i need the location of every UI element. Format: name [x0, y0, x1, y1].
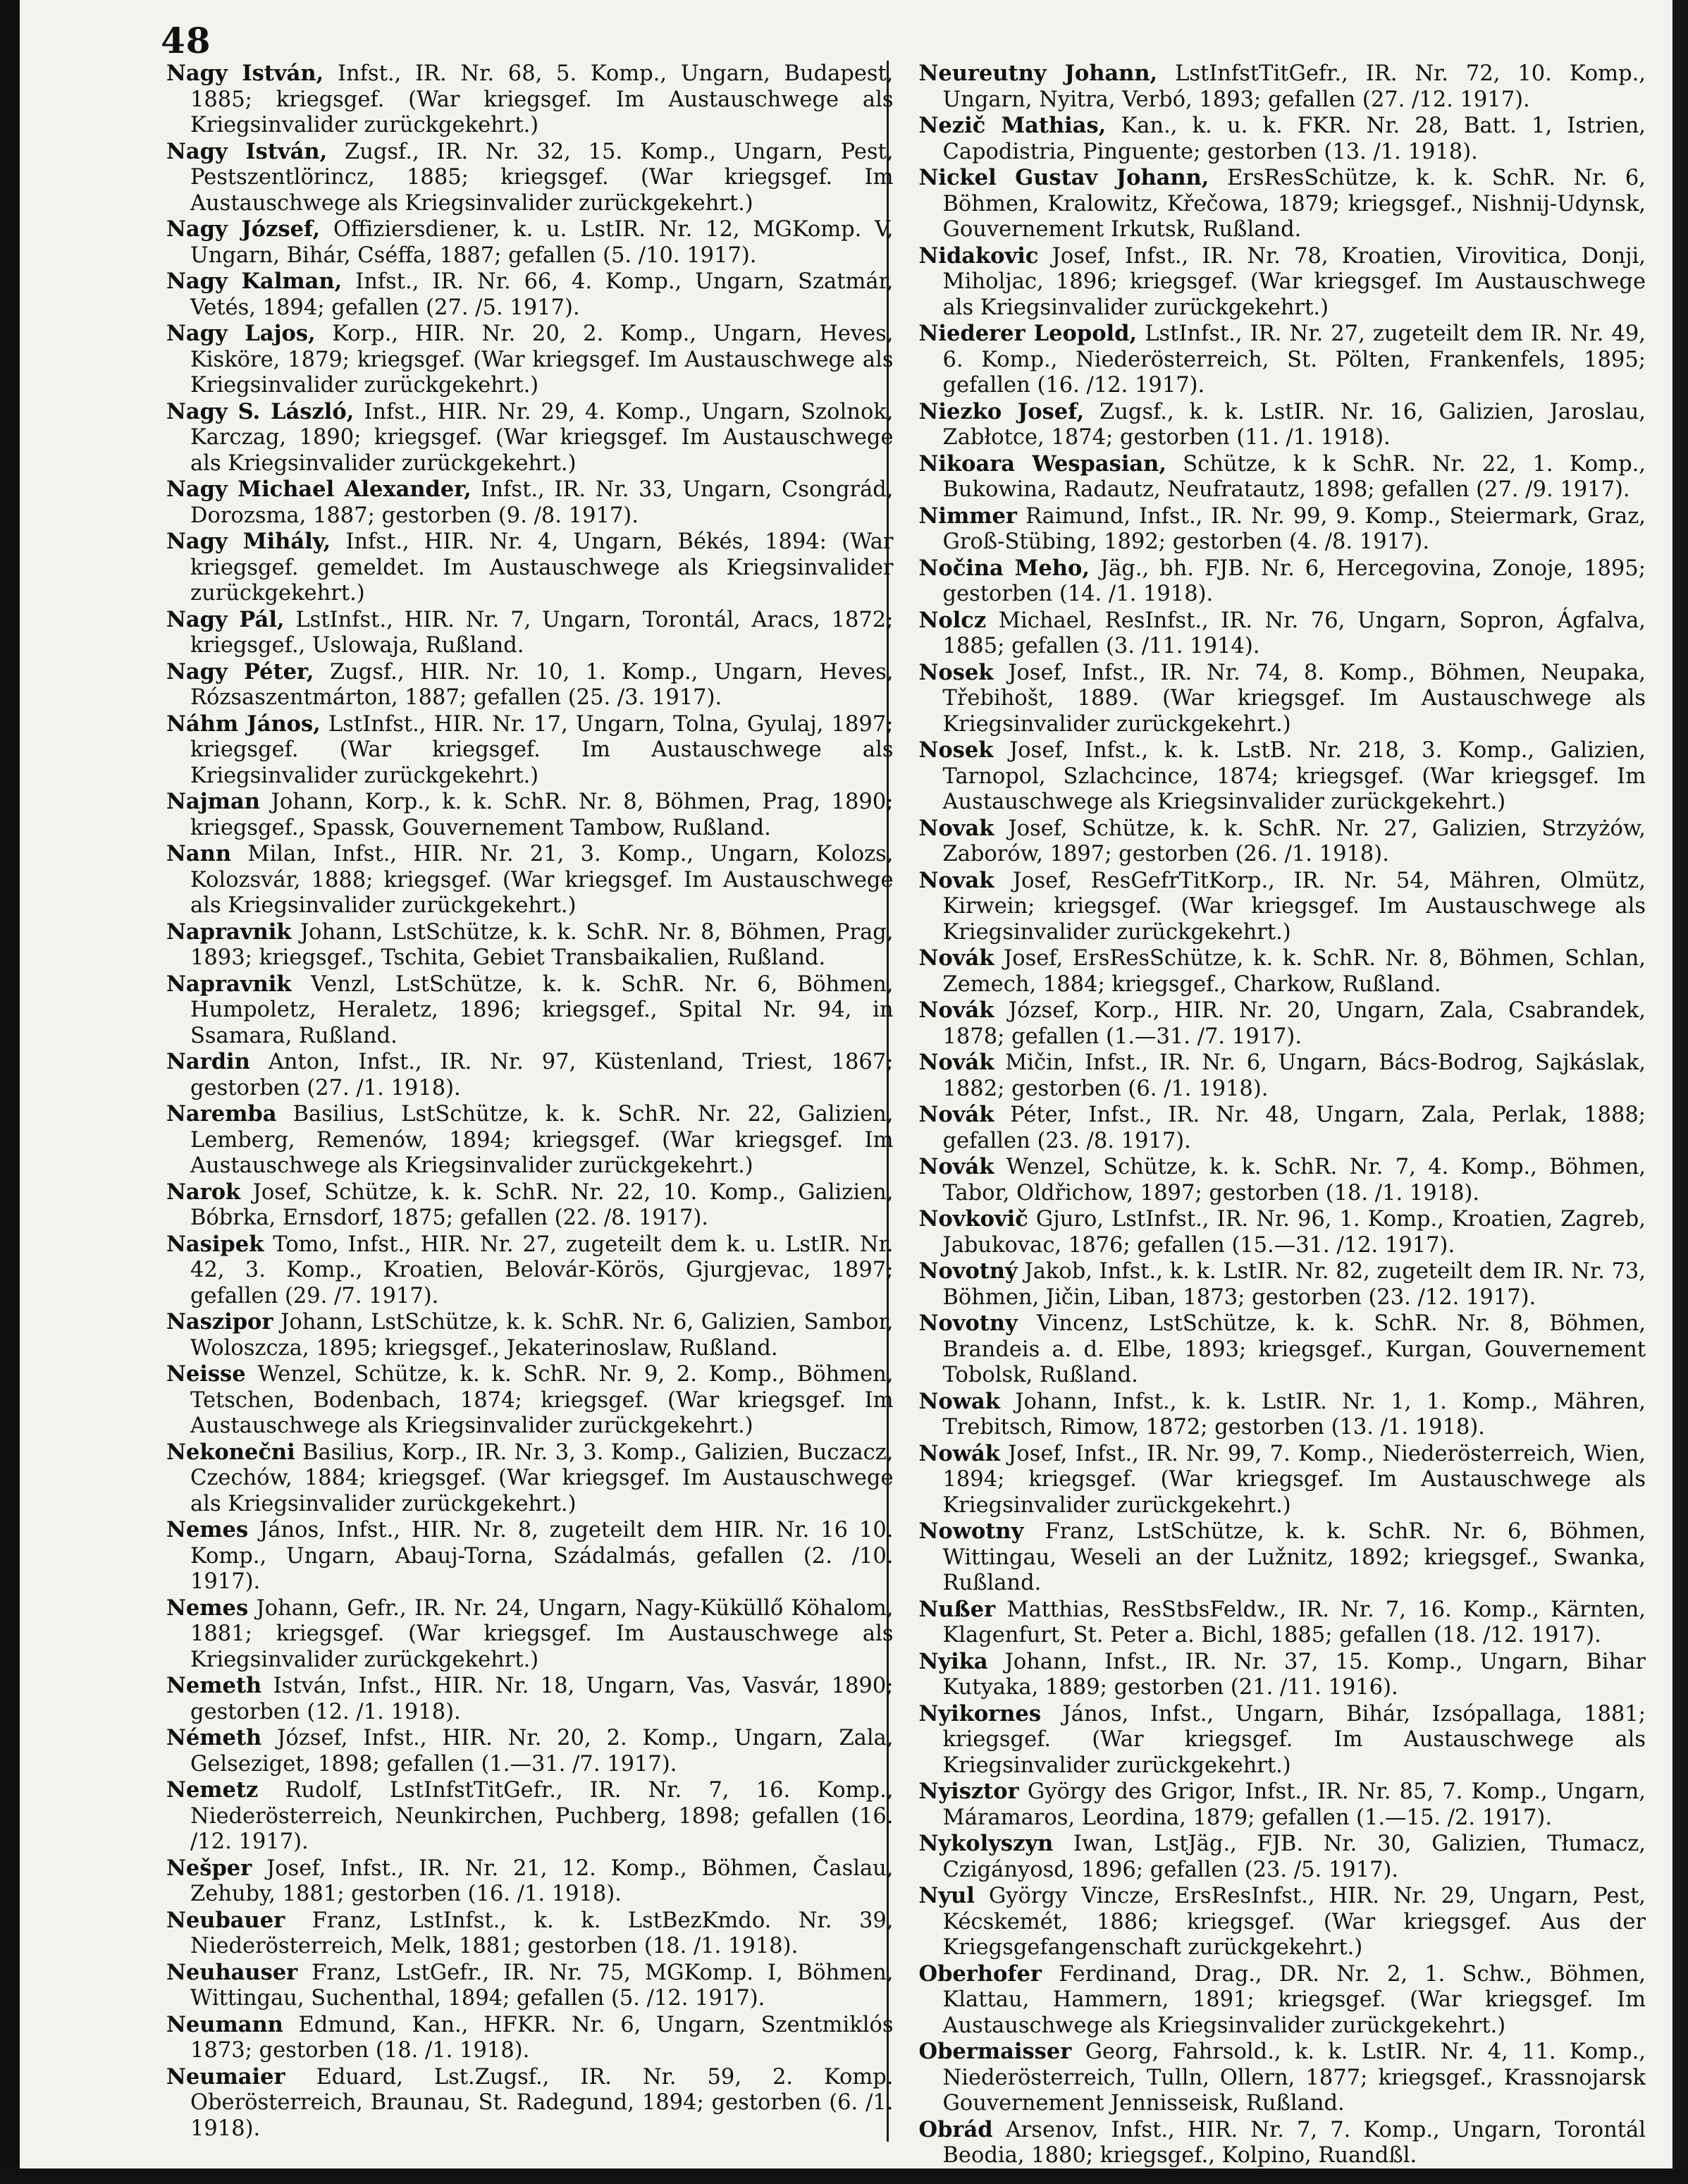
entry-details: LstInfst., HIR. Nr. 7, Ungarn, Torontál, Aracs, 1872; kriegsgef., Uslowaja, Rußland. [190, 607, 894, 658]
entry-details: LstInfst., HIR. Nr. 17, Ungarn, Tolna, Gyulaj, 1897; kriegsgef. (War kriegsgef. Im Austauschwege als Kriegsinvalider zurückgekehrt.) [190, 711, 894, 788]
entry-details: Franz, LstInfst., k. k. LstBezKmdo. Nr. 39, Niederösterreich, Melk, 1881; gestorben (18. /1. 1918). [190, 1908, 894, 1958]
entry-details: Wenzel, Schütze, k. k. SchR. Nr. 9, 2. Komp., Böhmen, Tetschen, Bodenbach, 1874; kriegsgef. (War kriegsgef. Im Austauschwege als Kriegsinvalider zurückgekehrt.) [190, 1362, 894, 1438]
entry-details: Basilius, LstSchütze, k. k. SchR. Nr. 22, Galizien, Lemberg, Remenów, 1894; kriegsgef. (War kriegsgef. Im Austauschwege als Kriegsinvalider zurückgekehrt.) [190, 1102, 894, 1178]
page-number: 48 [161, 20, 211, 61]
entry-details: Josef, ResGefrTitKorp., IR. Nr. 54, Mähren, Olmütz, Kirwein; kriegsgef. (War kriegsgef. Im Austauschwege als Kriegsinvalider zurückgekehrt.) [942, 868, 1646, 945]
entry-details: Milan, Infst., HIR. Nr. 21, 3. Komp., Ungarn, Kolozs, Kolozsvár, 1888; kriegsgef. (War kriegsgef. Im Austauschwege als Kriegsinvalider zurückgekehrt.) [190, 842, 894, 918]
list-entry [166, 1777, 894, 1855]
list-entry [166, 477, 894, 529]
list-entry [166, 61, 894, 139]
entry-details: György Vincze, ErsResInfst., HIR. Nr. 29, Ungarn, Pest, Kécskemét, 1886; kriegsgef. (War kriegsgef. Aus der Kriegsgefangenschaft zurückgekehrt.) [942, 1884, 1646, 1960]
entry-details: Johann, Infst., k. k. LstIR. Nr. 1, 1. Komp., Mähren, Trebitsch, Rimow, 1872; gestorben (13. /1. 1918). [942, 1389, 1646, 1440]
entry-details: LstInfst., IR. Nr. 27, zugeteilt dem IR. Nr. 49, 6. Komp., Niederösterreich, St. Pölten, Frankenfels, 1895; gefallen (16. /12. 1917). [942, 321, 1646, 398]
entry-name: Nemes [166, 1595, 249, 1621]
entry-details: István, Infst., HIR. Nr. 18, Ungarn, Vas, Vasvár, 1890; gestorben (12. /1. 1918). [190, 1674, 894, 1724]
entry-details: Venzl, LstSchütze, k. k. SchR. Nr. 6, Böhmen, Humpoletz, Heraletz, 1896; kriegsgef., Spital Nr. 94, in Ssamara, Rußland. [190, 971, 894, 1048]
entry-details: Infst., IR. Nr. 68, 5. Komp., Ungarn, Budapest, 1885; kriegsgef. (War kriegsgef. Im Austauschwege als Kriegsinvalider zurückgekehrt.) [190, 61, 894, 137]
entry-details: Jakob, Infst., k. k. LstIR. Nr. 82, zugeteilt dem IR. Nr. 73, Böhmen, Jičin, Liban, 1873; gestorben (23. /12. 1917). [942, 1259, 1646, 1310]
list-entry [166, 1960, 894, 2012]
list-entry [919, 1154, 1646, 1206]
list-entry [919, 503, 1646, 556]
entry-details: János, Infst., Ungarn, Bihár, Izsópallaga, 1881; kriegsgef. (War kriegsgef. Im Austauschwege als Kriegsinvalider zurückgekehrt.) [942, 1701, 1646, 1778]
entry-details: Zugsf., IR. Nr. 32, 15. Komp., Ungarn, Pest, Pestszentlörincz, 1885; kriegsgef. (War kriegsgef. Im Austauschwege als Kriegsinvalider zurückgekehrt.) [190, 139, 894, 216]
entry-details: Wenzel, Schütze, k. k. SchR. Nr. 7, 4. Komp., Böhmen, Tabor, Oldřichow, 1897; gestorben (18. /1. 1918). [942, 1155, 1646, 1206]
scan-border-left [0, 0, 20, 2184]
entry-details: Franz, LstSchütze, k. k. SchR. Nr. 6, Böhmen, Wittingau, Weseli an der Lužnitz, 1892; kriegsgef., Swanka, Rußland. [942, 1519, 1646, 1595]
list-entry [166, 321, 894, 399]
entry-name: Nagy Mihály, [166, 529, 331, 554]
entry-name: Novák [918, 998, 994, 1023]
entry-name: Novak [918, 867, 994, 893]
entry-name: Nardin [166, 1049, 250, 1074]
entry-name: Narok [166, 1179, 241, 1205]
entry-details: József, Infst., HIR. Nr. 20, 2. Komp., Ungarn, Zala, Gelseziget, 1898; gefallen (1.—31. /7. 1917). [190, 1726, 894, 1777]
list-entry [919, 2117, 1646, 2169]
entry-name: Nikoara Wespasian, [918, 450, 1166, 477]
entry-name: Nann [166, 841, 231, 866]
entry-details: Zugsf., HIR. Nr. 10, 1. Komp., Ungarn, Heves, Rózsaszentmárton, 1887; gefallen (25. /3. 1917). [190, 659, 894, 710]
list-entry [919, 660, 1646, 738]
entry-details: Infst., IR. Nr. 33, Ungarn, Csongrád, Dorozsma, 1887; gestorben (9. /8. 1917). [190, 477, 894, 528]
entry-details: Arsenov, Infst., HIR. Nr. 7, 7. Komp., Ungarn, Torontál Beodia, 1880; kriegsgef., Kolpino, Ruandßl. [942, 2117, 1646, 2168]
entry-details: Josef, Infst., k. k. LstB. Nr. 218, 3. Komp., Galizien, Tarnopol, Szlachcince, 1874; kriegsgef. (War kriegsgef. Im Austauschwege als Kriegsinvalider zurückgekehrt.) [942, 738, 1646, 814]
left-column [166, 61, 894, 2156]
entry-name: Nagy Pál, [166, 606, 285, 632]
entry-details: Franz, LstGefr., IR. Nr. 75, MGKomp. I, Böhmen, Wittingau, Suchenthal, 1894; gefallen (5. /12. 1917). [190, 1960, 894, 2011]
entry-name: Neureutny Johann, [918, 61, 1158, 86]
entry-name: Nemes [166, 1517, 249, 1542]
entry-details: Josef, Infst., IR. Nr. 78, Kroatien, Virovitica, Donji, Miholjac, 1896; kriegsgef. (War kriegsgef. Im Austauschwege als Kriegsinvalider zurückgekehrt.) [942, 243, 1646, 320]
list-entry [919, 1102, 1646, 1154]
list-entry [919, 399, 1646, 451]
entry-details: Iwan, LstJäg., FJB. Nr. 30, Galizien, Tłumacz, Czigányosd, 1896; gefallen (23. /5. 1917). [942, 1832, 1646, 1882]
entry-details: Zugsf., k. k. LstIR. Nr. 16, Galizien, Jaroslau, Zabłotce, 1874; gestorben (11. /1. 1918). [942, 399, 1646, 450]
list-entry [166, 841, 894, 919]
list-entry [166, 1673, 894, 1725]
entry-details: Vincenz, LstSchütze, k. k. SchR. Nr. 8, Böhmen, Brandeis a. d. Elbe, 1893; kriegsgef., Kurgan, Gouvernement Tobolsk, Rußland. [942, 1311, 1646, 1387]
list-entry [919, 998, 1646, 1050]
entry-details: Raimund, Infst., IR. Nr. 99, 9. Komp., Steiermark, Graz, Groß-Stübing, 1892; gestorben (4. /8. 1917). [942, 503, 1646, 554]
entry-name: Nagy István, [166, 138, 328, 164]
entry-details: József, Korp., HIR. Nr. 20, Ungarn, Zala, Csabrandek, 1878; gefallen (1.—31. /7. 1917). [942, 998, 1646, 1049]
list-entry [919, 113, 1646, 165]
entry-details: Matthias, ResStbsFeldw., IR. Nr. 7, 16. Komp., Kärnten, Klagenfurt, St. Peter a. Bichl, 1885; gefallen (18. /12. 1917). [942, 1597, 1646, 1648]
list-entry [166, 1440, 894, 1518]
list-entry [166, 919, 894, 971]
entry-name: Nidakovic [918, 243, 1039, 269]
entry-name: Obrád [918, 2116, 993, 2142]
list-entry [919, 451, 1646, 503]
list-entry [166, 1361, 894, 1440]
entry-name: Nagy Péter, [166, 658, 314, 685]
list-entry [919, 737, 1646, 816]
list-entry [166, 1309, 894, 1361]
list-entry [919, 1831, 1646, 1883]
list-entry [919, 556, 1646, 608]
entry-details: Johann, Infst., IR. Nr. 37, 15. Komp., Ungarn, Bihar Kutyaka, 1889; gestorben (21. /11. 1916). [942, 1649, 1646, 1700]
entry-name: Nowák [918, 1440, 1000, 1466]
list-entry [919, 1649, 1646, 1701]
scan-border-right [1672, 0, 1688, 2184]
entry-details: Infst., HIR. Nr. 29, 4. Komp., Ungarn, Szolnok, Karczag, 1890; kriegsgef. (War kriegsgef. Im Austauschwege als Kriegsinvalider zurückgekehrt.) [190, 399, 894, 476]
list-entry [919, 1258, 1646, 1311]
entry-details: Basilius, Korp., IR. Nr. 3, 3. Komp., Galizien, Buczacz, Czechów, 1884; kriegsgef. (War kriegsgef. Im Austauschwege als Kriegsinvalider zurückgekehrt.) [190, 1440, 894, 1516]
list-entry [919, 1050, 1646, 1102]
entry-details: Mičin, Infst., IR. Nr. 6, Ungarn, Bács-Bodrog, Sajkáslak, 1882; gestorben (6. /1. 1918). [942, 1050, 1646, 1101]
list-entry [166, 789, 894, 841]
list-entry [166, 1855, 894, 1908]
entry-name: Nešper [166, 1855, 252, 1881]
entry-name: Neubauer [166, 1907, 285, 1933]
list-entry [919, 1519, 1646, 1597]
entry-name: Nimmer [918, 503, 1017, 529]
entry-name: Novotný [918, 1258, 1018, 1284]
entry-details: Offiziersdiener, k. u. LstIR. Nr. 12, MGKomp. V, Ungarn, Bihár, Cséffa, 1887; gefallen (5. /10. 1917). [190, 217, 894, 268]
list-entry [919, 1441, 1646, 1519]
entry-name: Németh [166, 1725, 262, 1750]
list-entry [919, 868, 1646, 946]
entry-details: Kan., k. u. k. FKR. Nr. 28, Batt. 1, Istrien, Capodistria, Pinguente; gestorben (13. /1. 1918). [942, 114, 1646, 164]
entry-name: Nagy István, [166, 61, 324, 86]
entry-name: Naremba [166, 1101, 277, 1127]
list-entry [166, 1517, 894, 1595]
entry-details: Johann, LstSchütze, k. k. SchR. Nr. 8, Böhmen, Prag, 1893; kriegsgef., Tschita, Gebiet Transbaikalien, Rußland. [190, 919, 894, 970]
entry-name: Nyika [918, 1648, 988, 1674]
entry-details: Edmund, Kan., HFKR. Nr. 6, Ungarn, Szentmiklós 1873; gestorben (18. /1. 1918). [190, 2012, 894, 2063]
entry-name: Nyul [918, 1883, 975, 1908]
entry-details: György des Grigor, Infst., IR. Nr. 85, 7. Komp., Ungarn, Máramaros, Leordina, 1879; gefallen (1.—15. /2. 1917). [942, 1779, 1646, 1830]
entry-details: Josef, Infst., IR. Nr. 99, 7. Komp., Niederösterreich, Wien, 1894; kriegsgef. (War kriegsgef. Im Austauschwege als Kriegsinvalider zurückgekehrt.) [942, 1441, 1646, 1518]
list-entry [166, 1908, 894, 1960]
entry-details: Anton, Infst., IR. Nr. 97, Küstenland, Triest, 1867; gestorben (27. /1. 1918). [190, 1050, 894, 1100]
list-entry [919, 61, 1646, 113]
entry-name: Nowotny [918, 1519, 1024, 1544]
list-entry [166, 216, 894, 269]
entry-details: Tomo, Infst., HIR. Nr. 27, zugeteilt dem k. u. LstIR. Nr. 42, 3. Komp., Kroatien, Belovár-Körös, Gjurgjevac, 1897; gefallen (29. /7. 1917). [190, 1232, 894, 1308]
list-entry [919, 165, 1646, 243]
list-entry [166, 1049, 894, 1101]
list-entry [166, 529, 894, 607]
list-entry [919, 608, 1646, 660]
list-entry [919, 1701, 1646, 1779]
entry-details: Ferdinand, Drag., DR. Nr. 2, 1. Schw., Böhmen, Klattau, Hammern, 1891; kriegsgef. (War kriegsgef. Im Austauschwege als Kriegsinvalider zurückgekehrt.) [942, 1961, 1646, 2038]
entry-name: Napravnik [166, 919, 292, 945]
entry-name: Najman [166, 789, 260, 814]
entry-name: Nußer [918, 1596, 996, 1622]
list-entry [919, 1779, 1646, 1831]
list-entry [919, 243, 1646, 321]
list-entry [166, 2064, 894, 2142]
list-entry [166, 269, 894, 321]
entry-name: Nickel Gustav Johann, [918, 165, 1209, 190]
entry-details: Infst., IR. Nr. 66, 4. Komp., Ungarn, Szatmár, Vetés, 1894; gefallen (27. /5. 1917). [190, 269, 894, 320]
entry-name: Nezič Mathias, [918, 113, 1107, 138]
list-entry [166, 1595, 894, 1674]
entry-details: Péter, Infst., IR. Nr. 48, Ungarn, Zala, Perlak, 1888; gefallen (23. /8. 1917). [942, 1103, 1646, 1153]
entry-details: Gjuro, LstInfst., IR. Nr. 96, 1. Komp., Kroatien, Zagreb, Jabukovac, 1876; gefallen (15.—31. /12. 1917). [942, 1207, 1646, 1258]
entry-details: Johann, Korp., k. k. SchR. Nr. 8, Böhmen, Prag, 1890; kriegsgef., Spassk, Gouvernement Tambow, Rußland. [190, 790, 894, 840]
entry-name: Nyisztor [918, 1779, 1019, 1804]
entry-name: Naszipor [166, 1309, 273, 1335]
entry-name: Napravnik [166, 971, 292, 997]
entry-name: Neumaier [166, 2063, 285, 2090]
entry-name: Novotny [918, 1311, 1018, 1336]
list-entry [166, 399, 894, 477]
entry-details: Korp., HIR. Nr. 20, 2. Komp., Ungarn, Heves, Kisköre, 1879; kriegsgef. (War kriegsgef. Im Austauschwege als Kriegsinvalider zurückgekehrt.) [190, 321, 894, 398]
entry-name: Nasipek [166, 1231, 264, 1257]
entry-name: Nemeth [166, 1673, 262, 1698]
entry-name: Novák [918, 1050, 994, 1075]
entry-name: Novkovič [918, 1206, 1028, 1232]
list-entry [166, 659, 894, 711]
list-entry [919, 1389, 1646, 1441]
entry-name: Nosek [918, 659, 994, 685]
entry-details: Josef, Infst., IR. Nr. 21, 12. Komp., Böhmen, Časlau, Zehuby, 1881; gestorben (16. /1. 1918). [190, 1855, 894, 1906]
entry-details: Josef, ErsResSchütze, k. k. SchR. Nr. 8, Böhmen, Schlan, Zemech, 1884; kriegsgef., Charkow, Rußland. [942, 946, 1646, 997]
entry-details: Jäg., bh. FJB. Nr. 6, Hercegovina, Zonoje, 1895; gestorben (14. /1. 1918). [942, 556, 1646, 606]
entry-details: Josef, Schütze, k. k. SchR. Nr. 22, 10. Komp., Galizien, Bóbrka, Ernsdorf, 1875; gefallen (22. /8. 1917). [190, 1179, 894, 1230]
right-column [918, 61, 1646, 2168]
entry-details: Rudolf, LstInfstTitGefr., IR. Nr. 7, 16. Komp., Niederösterreich, Neunkirchen, Puchberg, 1898; gefallen (16. /12. 1917). [190, 1778, 894, 1854]
list-entry [166, 1232, 894, 1310]
scan-border-bottom [0, 2168, 1688, 2184]
entry-name: Nemetz [166, 1777, 259, 1803]
entry-name: Nagy József, [166, 216, 321, 242]
entry-name: Nowak [918, 1388, 1000, 1414]
entry-name: Nagy Kalman, [166, 269, 343, 294]
list-entry [919, 321, 1646, 399]
entry-name: Novak [918, 815, 994, 841]
entry-name: Niederer Leopold, [918, 321, 1138, 346]
entry-details: Georg, Fahrsold., k. k. LstIR. Nr. 4, 11. Komp., Niederösterreich, Tulln, Ollern, 1877; kriegsgef., Krassnojarsk Gouvernement Jennisseisk, Rußland. [942, 2039, 1646, 2116]
list-entry [919, 1206, 1646, 1258]
entry-name: Nolcz [918, 607, 987, 633]
entry-details: Michael, ResInfst., IR. Nr. 76, Ungarn, Sopron, Ágfalva, 1885; gefallen (3. /11. 1914). [942, 608, 1646, 658]
entry-name: Nekonečni [166, 1439, 295, 1465]
list-entry [919, 945, 1646, 998]
entry-details: LstInfstTitGefr., IR. Nr. 72, 10. Komp., Ungarn, Nyitra, Verbó, 1893; gefallen (27. /12. 1917). [942, 61, 1646, 112]
entry-details: Eduard, Lst.Zugsf., IR. Nr. 59, 2. Komp. Oberösterreich, Braunau, St. Radegund, 1894; gestorben (6. /1. 1918). [190, 2064, 894, 2141]
columns-container [166, 61, 1646, 2168]
entry-details: Schütze, k k SchR. Nr. 22, 1. Komp., Bukowina, Radautz, Neufratautz, 1898; gefallen (27. /9. 1917). [942, 451, 1646, 502]
entry-name: Obermaisser [918, 2039, 1072, 2064]
entry-name: Náhm János, [166, 711, 321, 737]
entry-details: János, Infst., HIR. Nr. 8, zugeteilt dem HIR. Nr. 16 10. Komp., Ungarn, Abauj-Torna, Szádalmás, gefallen (2. /10. 1917). [190, 1518, 894, 1594]
entry-details: Josef, Schütze, k. k. SchR. Nr. 27, Galizien, Strzyżów, Zaborów, 1897; gestorben (26. /1. 1918). [942, 816, 1646, 866]
list-entry [166, 1179, 894, 1232]
list-entry [919, 1961, 1646, 2039]
list-entry [166, 711, 894, 790]
entry-details: Johann, Gefr., IR. Nr. 24, Ungarn, Nagy-Küküllő Köhalom, 1881; kriegsgef. (War kriegsgef. Im Austauschwege als Kriegsinvalider zurückgekehrt.) [190, 1595, 894, 1672]
entry-name: Niezko Josef, [918, 398, 1085, 424]
list-entry [166, 1725, 894, 1777]
entry-name: Oberhofer [918, 1961, 1042, 1987]
entry-name: Nagy Lajos, [166, 321, 316, 346]
entry-details: Josef, Infst., IR. Nr. 74, 8. Komp., Böhmen, Neupaka, Třebihošt, 1889. (War kriegsgef. Im Austauschwege als Kriegsinvalider zurückgekehrt.) [942, 660, 1646, 737]
entry-name: Nyikornes [918, 1700, 1041, 1726]
entry-name: Nagy S. László, [166, 398, 355, 424]
list-entry [166, 607, 894, 659]
entry-name: Novák [918, 1154, 994, 1179]
entry-name: Novák [918, 945, 994, 971]
entry-name: Neumann [166, 2011, 283, 2037]
entry-name: Nočina Meho, [918, 555, 1090, 581]
list-entry [166, 139, 894, 217]
list-entry [919, 1311, 1646, 1389]
list-entry [919, 1883, 1646, 1961]
list-entry [919, 2039, 1646, 2117]
list-entry [919, 816, 1646, 868]
entry-name: Neisse [166, 1361, 246, 1387]
entry-name: Nosek [918, 737, 994, 763]
entry-name: Novák [918, 1102, 994, 1127]
list-entry [166, 1101, 894, 1179]
list-entry [919, 1597, 1646, 1649]
entry-name: Nagy Michael Alexander, [166, 477, 472, 502]
entry-details: ErsResSchütze, k. k. SchR. Nr. 6, Böhmen, Kralowitz, Křečowa, 1879; kriegsgef., Nishnij-Udynsk, Gouvernement Irkutsk, Rußland. [942, 166, 1646, 242]
entry-name: Nykolyszyn [918, 1831, 1054, 1856]
entry-details: Johann, LstSchütze, k. k. SchR. Nr. 6, Galizien, Sambor, Woloszcza, 1895; kriegsgef., Jekaterinoslaw, Rußland. [190, 1310, 894, 1361]
list-entry [166, 971, 894, 1050]
entry-details: Infst., HIR. Nr. 4, Ungarn, Békés, 1894: (War kriegsgef. gemeldet. Im Austauschwege als Kriegsinvalider zurückgekehrt.) [190, 529, 894, 606]
entry-name: Neuhauser [166, 1959, 298, 1985]
list-entry [166, 2012, 894, 2064]
